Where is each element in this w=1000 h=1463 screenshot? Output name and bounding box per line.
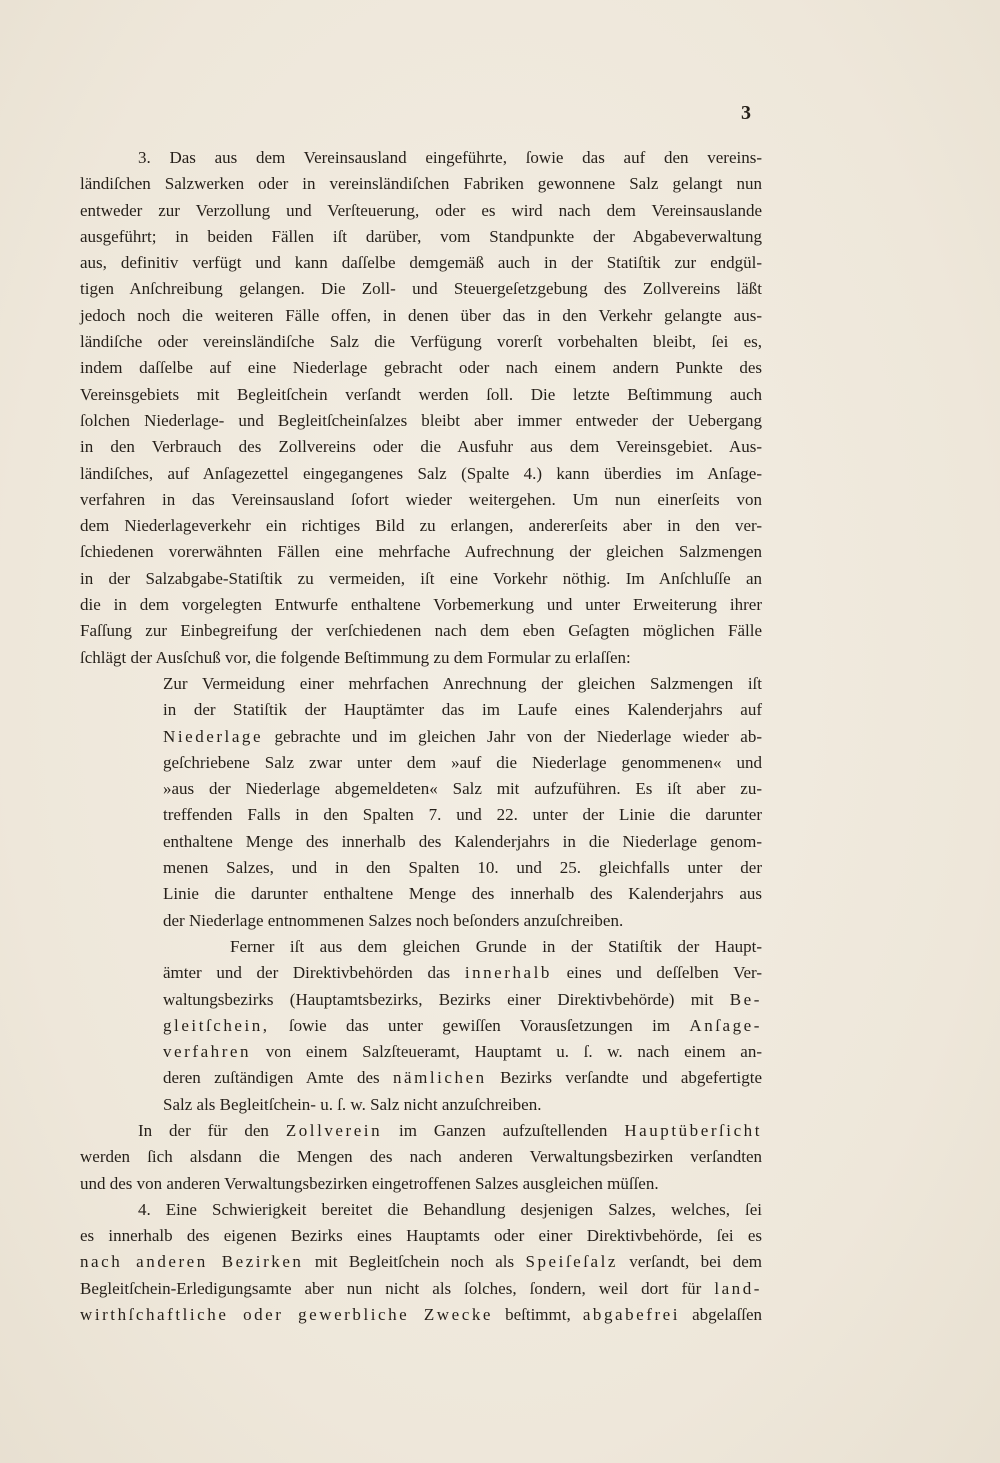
text-line: »aus der Niederlage abgemeldeten« Salz mit aufzuführen. Es iſt aber zu- (163, 779, 762, 799)
emphasized-text: abgabefrei (582, 1305, 681, 1325)
text-line: ämter und der Direktivbehörden das innerhalb eines und deſſelben Ver- (163, 963, 762, 983)
text-line: Vereinsgebiets mit Begleitſchein verſandt werden ſoll. Die letzte Beſtimmung auch (80, 384, 762, 404)
text-line: die in dem vorgelegten Entwurfe enthaltene Vorbemerkung und unter Erweiterung ihrer (80, 595, 762, 615)
emphasized-text: Niederlage (163, 726, 264, 746)
text-line: gleitſchein, ſowie das unter gewiſſen Vorausſetzungen im Anſage- (163, 1015, 762, 1035)
text-line: Salz als Begleitſchein- u. ſ. w. Salz nicht anzuſchreiben. (163, 1094, 542, 1114)
emphasized-text: Be- (729, 989, 762, 1009)
text-line: Linie die darunter enthaltene Menge des innerhalb des Kalenderjahrs aus (163, 884, 762, 904)
emphasized-text: Anſage- (689, 1015, 762, 1035)
text-line: menen Salzes, und in den Spalten 10. und 25. gleichfalls unter der (163, 858, 762, 878)
text-line: 3. Das aus dem Vereinsausland eingeführte, ſowie das auf den vereins- (138, 148, 762, 167)
text-line: nach anderen Bezirken mit Begleitſchein noch als Speiſeſalz verſandt, bei dem (80, 1252, 762, 1272)
page-number: 3 (741, 102, 751, 124)
text-line: in den Verbrauch des Zollvereins oder die Ausfuhr aus dem Vereinsgebiet. Aus- (80, 437, 762, 457)
text-line: 4. Eine Schwierigkeit bereitet die Behandlung desjenigen Salzes, welches, ſei (138, 1199, 762, 1219)
text-line: ländiſchen Salzwerken oder in vereinsländiſchen Fabriken gewonnene Salz gelangt nun (80, 174, 762, 194)
emphasized-text: innerhalb (464, 963, 552, 983)
emphasized-text: Hauptüberſicht (624, 1120, 762, 1140)
text-line: der Niederlage entnommenen Salzes noch beſonders anzuſchreiben. (163, 910, 624, 930)
emphasized-text: gleitſchein, (163, 1015, 270, 1035)
text-line: In der für den Zollverein im Ganzen aufzuſtellenden Hauptüberſicht (138, 1120, 762, 1140)
text-line: ſchlägt der Ausſchuß vor, die folgende Beſtimmung zu dem Formular zu erlaſſen: (80, 647, 631, 667)
paragraph-summary (80, 1118, 762, 1197)
text-line: Begleitſchein-Erledigungsamte aber nun nicht als ſolches, ſondern, weil dort für land- (80, 1278, 762, 1298)
text-line: ausgeführt; in beiden Fällen iſt darüber, vom Standpunkte der Abgabeverwaltung (80, 226, 762, 246)
text-line: Ferner iſt aus dem gleichen Grunde in der Statiſtik der Haupt- (230, 936, 762, 956)
text-line: tigen Anſchreibung gelangen. Die Zoll- und Steuergeſetzgebung des Zollvereins läßt (80, 279, 762, 299)
emphasized-text: nämlichen (392, 1068, 487, 1088)
text-line: entweder zur Verzollung und Verſteuerung, oder es wird nach dem Vereinsauslande (80, 200, 762, 220)
text-line: treffenden Falls in den Spalten 7. und 22. unter der Linie die darunter (163, 805, 762, 825)
text-line: ländiſche oder vereinsländiſche Salz die Verfügung vorerſt vorbehalten bleibt, ſei es, (80, 332, 762, 352)
quoted-provision-continued (163, 934, 762, 1118)
emphasized-text: wirthſchaftliche oder gewerbliche Zwecke (80, 1305, 493, 1325)
text-line: geſchriebene Salz zwar unter dem »auf die Niederlage genommenen« und (163, 752, 762, 772)
text-line: wirthſchaftliche oder gewerbliche Zwecke beſtimmt, abgabefrei abgelaſſen (80, 1305, 762, 1325)
text-line: indem daſſelbe auf eine Niederlage gebracht oder nach einem andern Punkte des (80, 358, 762, 378)
text-line: es innerhalb des eigenen Bezirks eines Hauptamts oder einer Direktivbehörde, ſei es (80, 1226, 762, 1246)
emphasized-text: nach anderen Bezirken (80, 1252, 304, 1272)
text-line: waltungsbezirks (Hauptamtsbezirks, Bezirks einer Direktivbehörde) mit Be- (163, 989, 762, 1009)
emphasized-text: land- (714, 1278, 762, 1298)
text-line: aus, definitiv verfügt und kann daſſelbe demgemäß auch in der Statiſtik zur endgül- (80, 253, 762, 273)
paragraph-section-4 (80, 1197, 762, 1328)
body-text (80, 145, 762, 1328)
text-line: in der Statiſtik der Hauptämter das im Laufe eines Kalenderjahrs auf (163, 700, 762, 720)
text-line: ſchiedenen vorerwähnten Fällen eine mehrfache Aufrechnung der gleichen Salzmengen (80, 542, 762, 562)
paragraph-section-3 (80, 145, 762, 671)
quoted-provision (163, 671, 762, 934)
emphasized-text: Speiſeſalz (525, 1252, 618, 1272)
text-line: jedoch noch die weiteren Fälle offen, in denen über das in den Verkehr gelangte aus- (80, 305, 762, 325)
text-line: dem Niederlageverkehr ein richtiges Bild zu erlangen, andererſeits aber in den ver- (80, 516, 762, 536)
emphasized-text: Zollverein (285, 1120, 383, 1140)
text-line: Niederlage gebrachte und im gleichen Jahr von der Niederlage wieder ab- (163, 726, 762, 746)
text-line: enthaltene Menge des innerhalb des Kalenderjahrs in die Niederlage genom- (163, 831, 762, 851)
text-line: verfahren in das Vereinsausland ſofort wieder weitergehen. Um nun einerſeits von (80, 489, 762, 509)
text-line: verfahren von einem Salzſteueramt, Hauptamt u. ſ. w. nach einem an- (163, 1042, 762, 1062)
text-line: werden ſich alsdann die Mengen des nach anderen Verwaltungsbezirken verſandten (80, 1147, 762, 1167)
text-line: deren zuſtändigen Amte des nämlichen Bezirks verſandte und abgefertigte (163, 1068, 762, 1088)
text-line: und des von anderen Verwaltungsbezirken eingetroffenen Salzes ausgleichen müſſen. (80, 1173, 659, 1193)
text-line: ſolchen Niederlage- und Begleitſcheinſalzes bleibt aber immer entweder der Uebergang (80, 410, 762, 430)
text-line: Faſſung zur Einbegreifung der verſchiedenen nach dem eben Geſagten möglichen Fälle (80, 621, 762, 641)
text-line: ländiſches, auf Anſagezettel eingegangenes Salz (Spalte 4.) kann überdies im Anſage- (80, 463, 762, 483)
text-line: in der Salzabgabe-Statiſtik zu vermeiden, iſt eine Vorkehr nöthig. Im Anſchluſſe an (80, 568, 762, 588)
text-line: Zur Vermeidung einer mehrfachen Anrechnung der gleichen Salzmengen iſt (163, 673, 762, 693)
emphasized-text: verfahren (163, 1042, 252, 1062)
